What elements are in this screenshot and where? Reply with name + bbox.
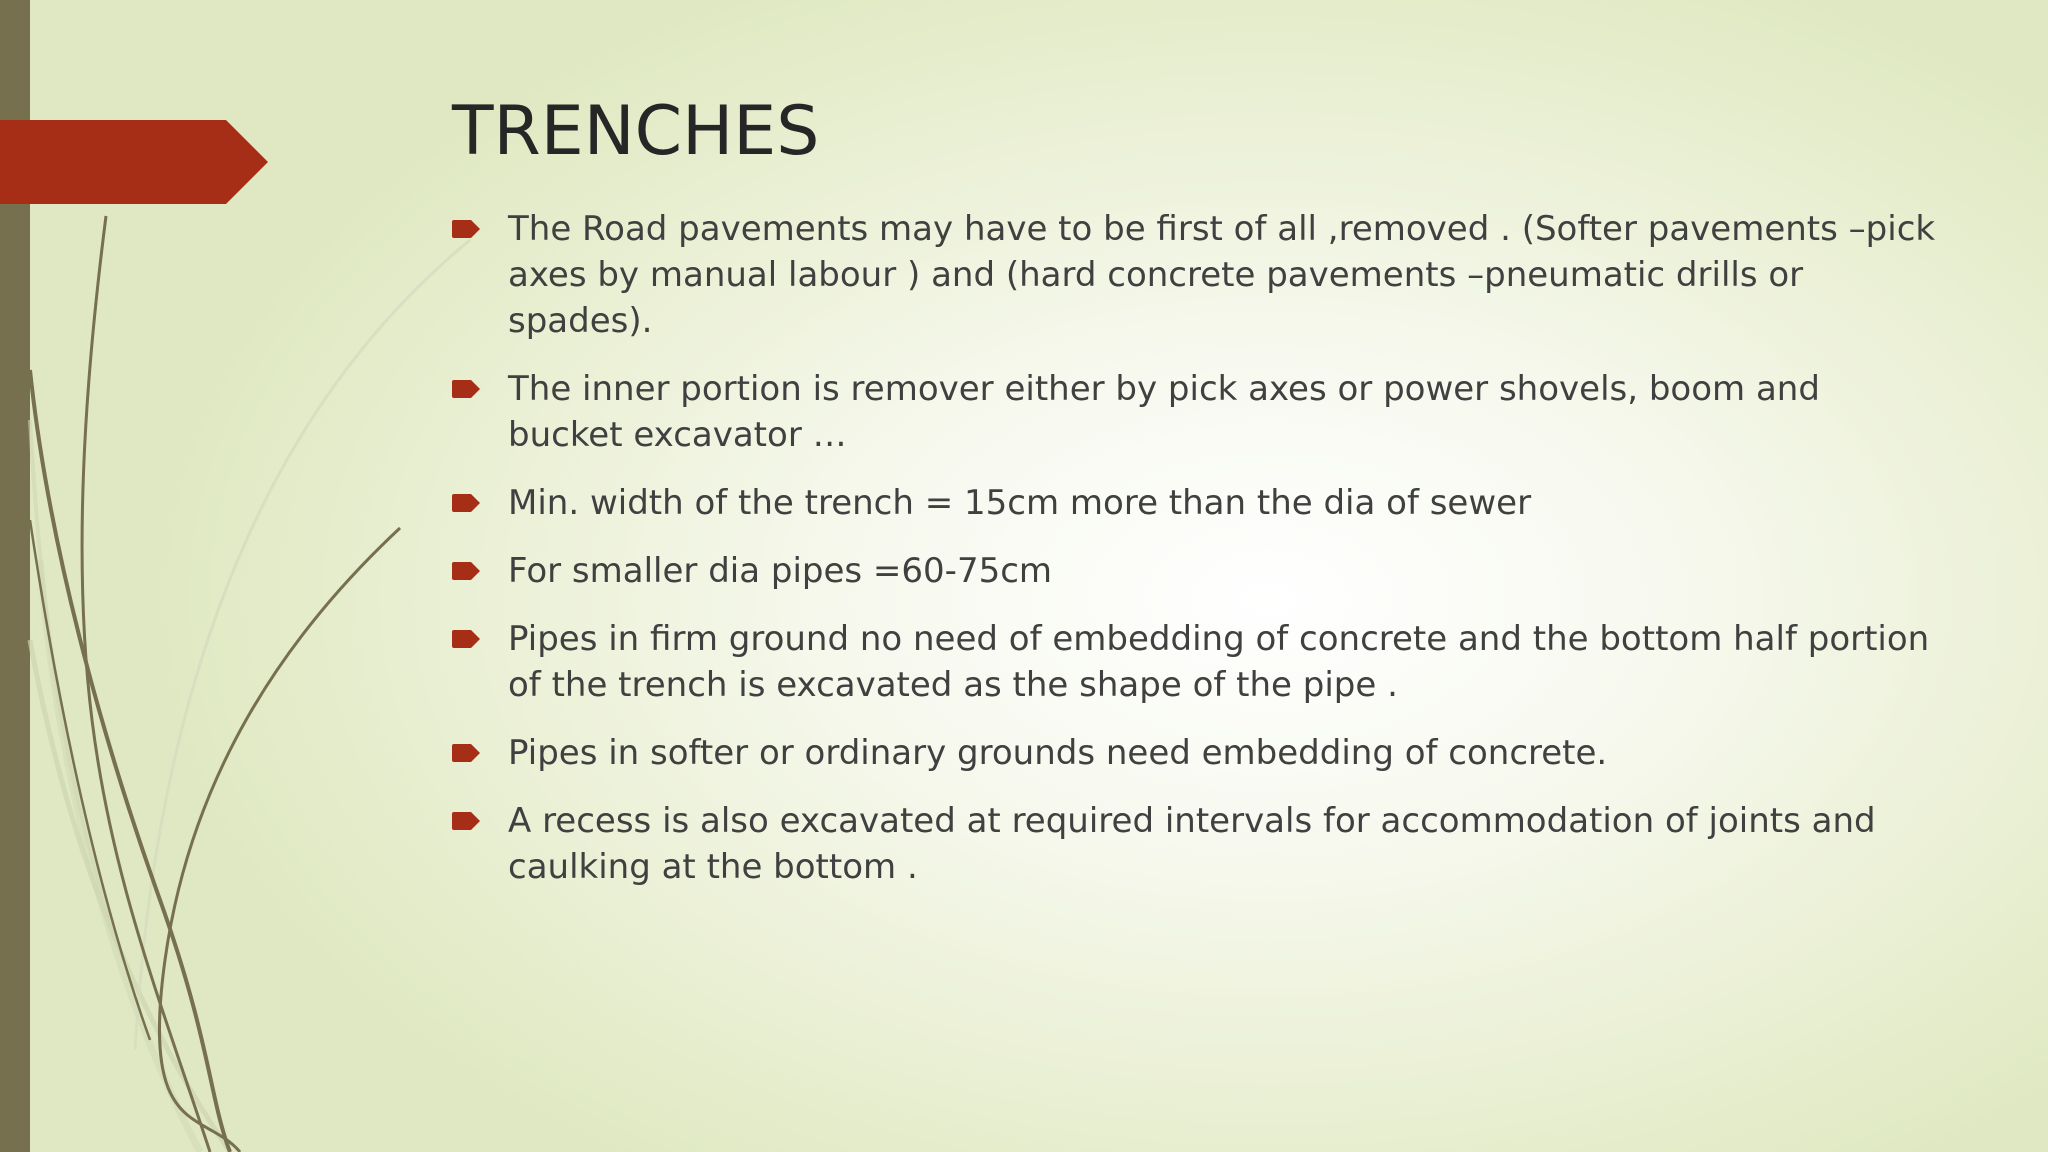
title-banner-arrow [0, 120, 268, 204]
bullet-text: Min. width of the trench = 15cm more than the dia of sewer [508, 483, 1532, 523]
decor-strand [30, 520, 150, 1040]
arrow-bullet-icon [452, 744, 480, 762]
bullet-text: Pipes in softer or ordinary grounds need embedding of concrete. [508, 733, 1608, 773]
decor-strand [159, 528, 400, 1152]
bullet-text: A recess is also excavated at required intervals for accommodation of joints and caulking at the bottom . [508, 801, 1876, 887]
decor-strand [135, 240, 470, 1050]
arrow-bullet-icon [452, 380, 480, 398]
bullet-text: Pipes in firm ground no need of embedding of concrete and the bottom half portion of the trench is excavated as the shape of the pipe . [508, 619, 1930, 705]
list-item [452, 616, 1942, 708]
list-item [452, 548, 1942, 594]
bullet-text: For smaller dia pipes =60-75cm [508, 551, 1053, 591]
arrow-bullet-icon [452, 812, 480, 830]
bullet-list [452, 206, 1942, 912]
arrow-bullet-icon [452, 630, 480, 648]
decor-strand [30, 420, 110, 920]
page-title: TRENCHES [452, 92, 820, 171]
decor-strand [30, 370, 230, 1152]
bullet-text: The inner portion is remover either by pick axes or power shovels, boom and bucket excavator … [508, 369, 1820, 455]
list-item [452, 206, 1942, 344]
list-item [452, 798, 1942, 890]
list-item [452, 366, 1942, 458]
arrow-bullet-icon [452, 494, 480, 512]
bullet-text: The Road pavements may have to be first of all ,removed . (Softer pavements –pick axes by manual labour ) and (hard concrete pavements –pneumatic drills or spades). [508, 209, 1936, 341]
list-item [452, 480, 1942, 526]
list-item [452, 730, 1942, 776]
arrow-bullet-icon [452, 220, 480, 238]
arrow-bullet-icon [452, 562, 480, 580]
